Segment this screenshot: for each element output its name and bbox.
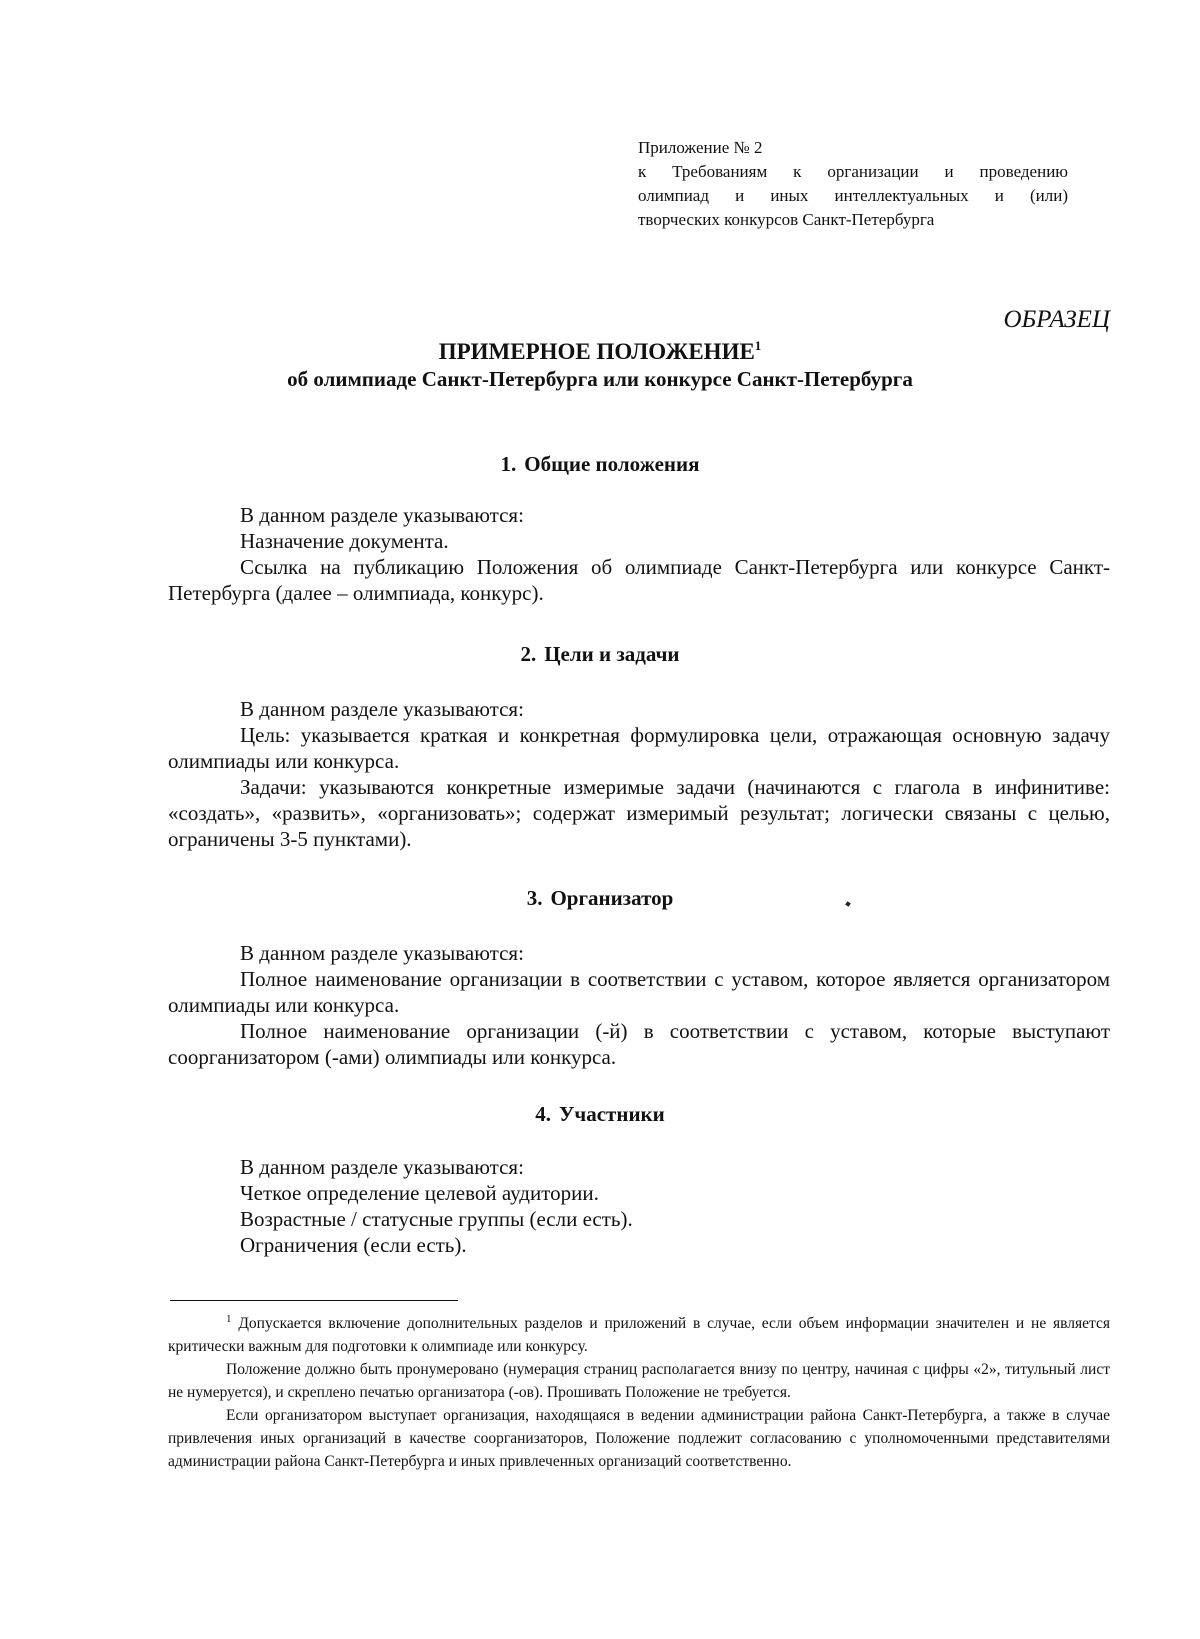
body-line: В данном разделе указываются: [240,697,524,721]
body-line: Полное наименование организации в соответствии с уставом, которое является организатором олимпиады или конкурса. [168,967,1110,1017]
section-number: 1. [500,452,517,476]
section-body [168,696,1110,852]
section-number: 2. [520,642,537,666]
section-body [168,1154,1110,1258]
footnote-divider [170,1300,458,1301]
document-title [0,338,1200,365]
footnotes [168,1308,1110,1473]
body-line: Возрастные / статусные группы (если есть). [240,1207,633,1231]
body-line: В данном разделе указываются: [240,503,524,527]
sample-label: ОБРАЗЕЦ [1003,306,1110,333]
section-title: Участники [558,1102,665,1126]
body-line: В данном разделе указываются: [240,1155,524,1179]
body-line: Цель: указывается краткая и конкретная формулировка цели, отражающая основную задачу олимпиады или конкурса. [168,723,1110,773]
section-heading [0,452,1200,477]
body-line: В данном разделе указываются: [240,941,524,965]
section-title: Организатор [550,886,674,910]
body-line: Ограничения (если есть). [240,1233,467,1257]
body-line: Ссылка на публикацию Положения об олимпиаде Санкт-Петербурга или конкурсе Санкт-Петербурга (далее – олимпиада, конкурс). [168,555,1110,605]
appendix-reference [638,136,1068,232]
body-line: Полное наименование организации (-й) в соответствии с уставом, которые выступают соорганизатором (-ами) олимпиады или конкурса. [168,1019,1110,1069]
appendix-line: творческих конкурсов Санкт-Петербурга [638,210,935,229]
footnote-mark: 1 [226,1313,232,1325]
footnote-paragraph: Если организатором выступает организация, находящаяся в ведении администрации района Санкт-Петербурга, а также в случае привлечения иных организаций в качестве соорганизаторов, Положение подлежит согласованию с уполномоченными представителями администрации района Санкт-Петербурга и иных привлеченных организаций соответственно. [168,1407,1110,1470]
section-heading [0,642,1200,667]
section-number: 3. [526,886,543,910]
section-heading [0,1102,1200,1127]
title-footnote-mark: 1 [754,338,762,353]
body-line: Четкое определение целевой аудитории. [240,1181,599,1205]
footnote-text: Допускается включение дополнительных разделов и приложений в случае, если объем информации значителен и не является критически важным для подготовки к олимпиаде или конкурсу. [168,1315,1110,1355]
appendix-line: к Требованиям к организации и проведению [638,162,1068,181]
section-body [168,940,1110,1070]
section-number: 4. [535,1102,551,1126]
appendix-line: Приложение № 2 [638,138,763,157]
body-line: Назначение документа. [240,529,449,553]
footnote-paragraph [168,1308,1110,1358]
section-title: Цели и задачи [544,642,680,666]
section-heading [0,886,1200,911]
body-line: Задачи: указываются конкретные измеримые задачи (начинаются с глагола в инфинитиве: «создать», «развить», «организовать»; содержат измеримый результат; логически связаны с целью, ограничены 3-5 пунктами). [168,775,1110,851]
appendix-line: олимпиад и иных интеллектуальных и (или) [638,186,1068,205]
section-title: Общие положения [524,452,700,476]
section-body [168,502,1110,606]
footnote-paragraph: Положение должно быть пронумеровано (нумерация страниц располагается внизу по центру, начиная с цифры «2», титульный лист не нумеруется), и скреплено печатью организатора (-ов). Прошивать Положение не требуется. [168,1361,1110,1401]
document-title-text: ПРИМЕРНОЕ ПОЛОЖЕНИЕ [438,339,755,364]
document-subtitle: об олимпиаде Санкт-Петербурга или конкурсе Санкт-Петербурга [287,367,913,391]
